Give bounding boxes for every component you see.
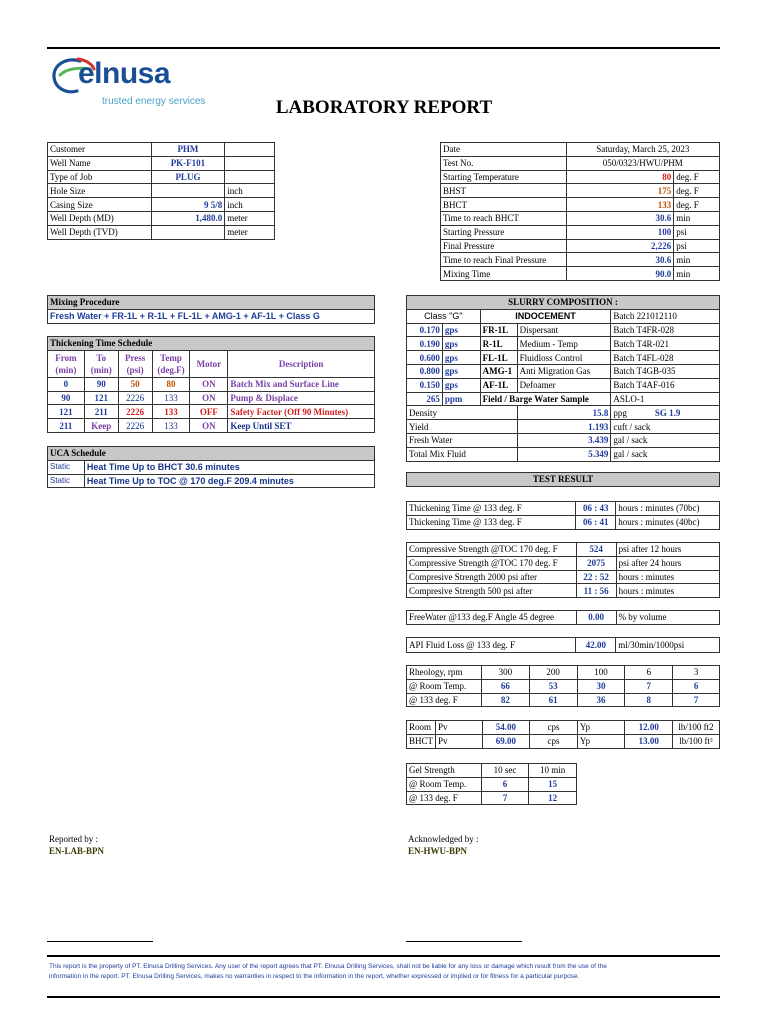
info-label: Casing Size xyxy=(48,198,152,212)
additive-code: AMG-1 xyxy=(480,364,517,378)
additive-unit: gps xyxy=(442,337,480,351)
property-label: Yield xyxy=(407,420,518,434)
fluid-loss-label: API Fluid Loss @ 133 deg. F xyxy=(407,638,576,653)
additive-name: Anti Migration Gas xyxy=(517,364,611,378)
top-rule xyxy=(47,47,720,49)
property-row xyxy=(407,406,720,420)
rheology-value: 30 xyxy=(577,679,625,693)
info-label: Starting Temperature xyxy=(441,170,567,184)
result-unit: psi after 24 hours xyxy=(616,556,719,570)
info-unit: min xyxy=(674,211,720,225)
info-value: 30.6 xyxy=(566,211,674,225)
result-unit: hours : minutes xyxy=(616,570,719,584)
gel-value: 15 xyxy=(529,777,577,791)
schedule-header-row xyxy=(48,350,375,377)
acknowledged-signature-line xyxy=(406,941,522,942)
footer-top-rule xyxy=(47,955,720,957)
info-unit: inch xyxy=(225,198,275,212)
schedule-header-cell: Press (psi) xyxy=(118,350,152,377)
additive-unit: gps xyxy=(442,323,480,337)
additive-code: AF-1L xyxy=(480,378,517,392)
additive-batch: Batch T4FL-028 xyxy=(611,351,720,365)
acknowledged-by-label: Acknowledged by : xyxy=(408,834,479,844)
additive-row xyxy=(407,323,720,337)
property-unit: gal / sack xyxy=(611,447,720,461)
schedule-header-cell: Description xyxy=(228,350,375,377)
info-unit: deg. F xyxy=(674,170,720,184)
info-unit: psi xyxy=(674,225,720,239)
additive-batch: Batch T4R-021 xyxy=(611,337,720,351)
info-row xyxy=(48,225,275,239)
result-row xyxy=(407,570,720,584)
gel-strength-table xyxy=(406,763,577,805)
info-label: Hole Size xyxy=(48,184,152,198)
uca-row xyxy=(48,460,375,474)
pv-yp-label: Room xyxy=(407,721,436,735)
schedule-press: 50 xyxy=(118,377,152,391)
info-value: 050/0323/HWU/PHM xyxy=(566,156,719,170)
footer-bottom-rule xyxy=(47,996,720,998)
property-label: Total Mix Fluid xyxy=(407,447,518,461)
info-unit: inch xyxy=(225,184,275,198)
schedule-to: 211 xyxy=(84,405,118,419)
slurry-composition-title: SLURRY COMPOSITION : xyxy=(407,296,720,310)
rheology-value: 7 xyxy=(625,679,673,693)
info-value xyxy=(151,225,225,239)
info-unit: deg. F xyxy=(674,198,720,212)
additive-qty: 0.190 xyxy=(407,337,443,351)
rheology-table xyxy=(406,665,720,707)
schedule-header-cell: To (min) xyxy=(84,350,118,377)
pv-yp-row xyxy=(407,721,720,735)
info-row xyxy=(48,143,275,157)
schedule-motor: ON xyxy=(190,419,228,433)
cement-name: INDOCEMENT xyxy=(480,309,611,323)
gel-row-label: @ 133 deg. F xyxy=(407,791,482,805)
schedule-press: 2226 xyxy=(118,391,152,405)
schedule-motor: OFF xyxy=(190,405,228,419)
schedule-to: 90 xyxy=(84,377,118,391)
pv-yp-row xyxy=(407,734,720,748)
info-value xyxy=(151,184,225,198)
rheology-row-label: @ 133 deg. F xyxy=(407,693,482,707)
schedule-row xyxy=(48,391,375,405)
schedule-motor: ON xyxy=(190,377,228,391)
info-unit: min xyxy=(674,267,720,281)
gel-row xyxy=(407,791,577,805)
additive-name: Fluidloss Control xyxy=(517,351,611,365)
additive-name: Medium - Temp xyxy=(517,337,611,351)
schedule-press: 2226 xyxy=(118,419,152,433)
yp-label: Yp xyxy=(577,721,625,735)
result-label: Thickening Time @ 133 deg. F xyxy=(407,502,576,516)
result-value: 06 : 41 xyxy=(576,515,616,529)
result-unit: hours : minutes (40bc) xyxy=(616,515,720,529)
property-unit xyxy=(611,406,720,420)
additive-name: Defoamer xyxy=(517,378,611,392)
schedule-row xyxy=(48,419,375,433)
additive-code: FL-1L xyxy=(480,351,517,365)
result-value: 06 : 43 xyxy=(576,502,616,516)
additive-qty: 0.600 xyxy=(407,351,443,365)
property-value: 1.193 xyxy=(517,420,611,434)
info-label: Final Pressure xyxy=(441,239,567,253)
info-label: Well Depth (TVD) xyxy=(48,225,152,239)
water-desc: Field / Barge Water Sample xyxy=(480,392,611,406)
info-label: BHCT xyxy=(441,198,567,212)
yp-label: Yp xyxy=(577,734,625,748)
info-value: PLUG xyxy=(151,170,225,184)
info-unit: deg. F xyxy=(674,184,720,198)
info-label: Customer xyxy=(48,143,152,157)
result-label: Thickening Time @ 133 deg. F xyxy=(407,515,576,529)
info-value: PK-F101 xyxy=(151,156,225,170)
result-row xyxy=(407,502,720,516)
rheology-row xyxy=(407,679,720,693)
additive-name: Dispersant xyxy=(517,323,611,337)
rheology-rpm: 200 xyxy=(529,666,577,680)
info-row xyxy=(441,225,720,239)
additive-batch: Batch T4GB-035 xyxy=(611,364,720,378)
info-label: Time to reach BHCT xyxy=(441,211,567,225)
gel-value: 7 xyxy=(481,791,529,805)
schedule-temp: 133 xyxy=(152,419,190,433)
rheology-rpm: 300 xyxy=(481,666,529,680)
rheology-rpm: 3 xyxy=(673,666,720,680)
info-row xyxy=(441,143,720,157)
result-value: 524 xyxy=(576,543,616,557)
property-unit-text: ppg xyxy=(613,407,627,418)
additive-batch: Batch T4AF-016 xyxy=(611,378,720,392)
schedule-description: Pump & Displace xyxy=(228,391,375,405)
property-value: 3.439 xyxy=(517,433,611,447)
mixing-procedure-table xyxy=(47,295,375,324)
pv-yp-label: BHCT xyxy=(407,734,436,748)
info-row xyxy=(441,198,720,212)
pv-unit: cps xyxy=(530,721,578,735)
info-label: Mixing Time xyxy=(441,267,567,281)
thickening-schedule-title: Thickening Time Schedule xyxy=(48,337,375,351)
schedule-to: 121 xyxy=(84,391,118,405)
info-value: 100 xyxy=(566,225,674,239)
cement-row xyxy=(407,309,720,323)
property-value: 15.8 xyxy=(517,406,611,420)
rheology-value: 6 xyxy=(673,679,720,693)
pv-value: 69.00 xyxy=(482,734,530,748)
reported-by-value: EN-LAB-BPN xyxy=(49,846,105,856)
water-qty: 265 xyxy=(407,392,443,406)
property-value: 5.349 xyxy=(517,447,611,461)
rheology-row-label: @ Room Temp. xyxy=(407,679,482,693)
info-label: Well Name xyxy=(48,156,152,170)
result-label: Compresive Strength 2000 psi after xyxy=(407,570,577,584)
pv-label: Pv xyxy=(436,734,483,748)
additive-batch: Batch T4FR-028 xyxy=(611,323,720,337)
schedule-header-cell: Motor xyxy=(190,350,228,377)
test-result-title: TEST RESULT xyxy=(407,473,720,487)
rheology-value: 7 xyxy=(673,693,720,707)
property-unit: cuft / sack xyxy=(611,420,720,434)
schedule-row xyxy=(48,377,375,391)
info-value: 175 xyxy=(566,184,674,198)
rheology-rpm: 6 xyxy=(625,666,673,680)
result-label: Compressive Strength @TOC 170 deg. F xyxy=(407,543,577,557)
info-label: Well Depth (MD) xyxy=(48,211,152,225)
gel-value: 6 xyxy=(481,777,529,791)
additive-code: R-1L xyxy=(480,337,517,351)
info-unit xyxy=(225,170,275,184)
schedule-header-cell: Temp (deg.F) xyxy=(152,350,190,377)
compressive-strength-table xyxy=(406,542,720,598)
uca-mode: Static xyxy=(48,474,85,488)
result-value: 11 : 56 xyxy=(576,584,616,598)
gel-col: 10 sec xyxy=(481,764,529,778)
result-value: 2075 xyxy=(576,556,616,570)
result-row xyxy=(407,556,720,570)
additive-unit: gps xyxy=(442,351,480,365)
yp-unit: lb/100 ft2 xyxy=(673,721,720,735)
schedule-temp: 133 xyxy=(152,405,190,419)
rheology-row xyxy=(407,693,720,707)
schedule-from: 0 xyxy=(48,377,85,391)
rheology-rpm: 100 xyxy=(577,666,625,680)
schedule-motor: ON xyxy=(190,391,228,405)
free-water-label: FreeWater @133 deg.F Angle 45 degree xyxy=(407,611,577,625)
result-label: Compresive Strength 500 psi after xyxy=(407,584,577,598)
info-unit: min xyxy=(674,253,720,267)
pv-unit: cps xyxy=(530,734,578,748)
info-value: 90.0 xyxy=(566,267,674,281)
uca-schedule-title: UCA Schedule xyxy=(48,447,375,461)
info-value: 1,480.0 xyxy=(151,211,225,225)
info-value: 30.6 xyxy=(566,253,674,267)
gel-row-label: @ Room Temp. xyxy=(407,777,482,791)
additive-qty: 0.150 xyxy=(407,378,443,392)
info-value: 80 xyxy=(566,170,674,184)
info-value: 9 5/8 xyxy=(151,198,225,212)
info-value: Saturday, March 25, 2023 xyxy=(566,143,719,157)
property-extra: SG 1.9 xyxy=(654,407,681,418)
test-result-header xyxy=(406,472,720,487)
fluid-loss-unit: ml/30min/1000psi xyxy=(616,638,720,653)
thickening-schedule-table xyxy=(47,336,375,433)
result-unit: hours : minutes xyxy=(616,584,719,598)
yp-unit: lb/100 ft² xyxy=(673,734,720,748)
uca-row xyxy=(48,474,375,488)
schedule-temp: 80 xyxy=(152,377,190,391)
acknowledged-by-value: EN-HWU-BPN xyxy=(408,846,467,856)
schedule-to: Keep xyxy=(84,419,118,433)
well-info-table xyxy=(47,142,275,240)
mixing-procedure-title: Mixing Procedure xyxy=(48,296,375,310)
info-label: Test No. xyxy=(441,156,567,170)
uca-mode: Static xyxy=(48,460,85,474)
pv-value: 54.00 xyxy=(482,721,530,735)
info-unit: meter xyxy=(225,211,275,225)
yp-value: 13.00 xyxy=(625,734,673,748)
info-row xyxy=(441,170,720,184)
schedule-from: 121 xyxy=(48,405,85,419)
water-unit: ppm xyxy=(442,392,480,406)
info-unit xyxy=(225,156,275,170)
info-row xyxy=(441,184,720,198)
additive-row xyxy=(407,337,720,351)
rheology-value: 53 xyxy=(529,679,577,693)
schedule-press: 2226 xyxy=(118,405,152,419)
result-unit: hours : minutes (70bc) xyxy=(616,502,720,516)
pv-label: Pv xyxy=(436,721,483,735)
schedule-from: 90 xyxy=(48,391,85,405)
free-water-value: 0.00 xyxy=(576,611,616,625)
rheology-header-row xyxy=(407,666,720,680)
additive-row xyxy=(407,364,720,378)
property-row xyxy=(407,447,720,461)
yp-value: 12.00 xyxy=(625,721,673,735)
property-unit: gal / sack xyxy=(611,433,720,447)
free-water-table xyxy=(406,610,720,625)
info-label: BHST xyxy=(441,184,567,198)
test-conditions-table xyxy=(440,142,720,281)
info-row xyxy=(441,156,720,170)
gel-header-row xyxy=(407,764,577,778)
info-label: Date xyxy=(441,143,567,157)
thickening-result-table xyxy=(406,501,720,530)
additive-qty: 0.800 xyxy=(407,364,443,378)
info-unit: meter xyxy=(225,225,275,239)
schedule-row xyxy=(48,405,375,419)
info-unit: psi xyxy=(674,239,720,253)
property-label: Density xyxy=(407,406,518,420)
info-row xyxy=(48,170,275,184)
gel-header-label: Gel Strength xyxy=(407,764,482,778)
brand-tagline: trusted energy services xyxy=(102,96,206,107)
rheology-value: 82 xyxy=(481,693,529,707)
info-value: 2,226 xyxy=(566,239,674,253)
info-row xyxy=(441,253,720,267)
disclaimer-text: This report is the property of PT. Elnusa Drilling Services. Any user of the report agrees that PT. Elnusa Drilling Services, shall not be liable for any loss or damage which result from the use of the information in the report. PT. Elnusa Drilling Services, makes no warranties in respect to the information in the report, whether expressed or implied or for fitness for a particular purpose. xyxy=(49,963,607,980)
additive-unit: gps xyxy=(442,378,480,392)
rheology-value: 8 xyxy=(625,693,673,707)
info-row xyxy=(48,156,275,170)
brand-name: elnusa xyxy=(78,57,171,90)
cement-batch: Batch 221012110 xyxy=(611,309,720,323)
result-row xyxy=(407,515,720,529)
schedule-header-cell: From (min) xyxy=(48,350,85,377)
rheology-value: 61 xyxy=(529,693,577,707)
info-row xyxy=(441,267,720,281)
mixing-procedure-text: Fresh Water + FR-1L + R-1L + FL-1L + AMG-1 + AF-1L + Class G xyxy=(48,309,375,323)
info-row xyxy=(441,239,720,253)
property-row xyxy=(407,433,720,447)
schedule-description: Batch Mix and Surface Line xyxy=(228,377,375,391)
fluid-loss-value: 42.00 xyxy=(576,638,616,653)
result-row xyxy=(407,543,720,557)
info-row xyxy=(441,211,720,225)
schedule-from: 211 xyxy=(48,419,85,433)
uca-text: Heat Time Up to TOC @ 170 deg.F 209.4 minutes xyxy=(84,474,374,488)
fluid-loss-table xyxy=(406,637,720,653)
schedule-description: Safety Factor (Off 90 Minutes) xyxy=(228,405,375,419)
gel-value: 12 xyxy=(529,791,577,805)
additive-qty: 0.170 xyxy=(407,323,443,337)
additive-row xyxy=(407,378,720,392)
info-value: PHM xyxy=(151,143,225,157)
info-row xyxy=(48,211,275,225)
info-label: Starting Pressure xyxy=(441,225,567,239)
info-row xyxy=(48,198,275,212)
slurry-composition-table xyxy=(406,295,720,462)
uca-schedule-table xyxy=(47,446,375,488)
uca-text: Heat Time Up to BHCT 30.6 minutes xyxy=(84,460,374,474)
additive-unit: gps xyxy=(442,364,480,378)
result-unit: psi after 12 hours xyxy=(616,543,719,557)
pv-yp-table xyxy=(406,720,720,749)
info-label: Time to reach Final Pressure xyxy=(441,253,567,267)
schedule-description: Keep Until SET xyxy=(228,419,375,433)
rheology-header-label: Rheology, rpm xyxy=(407,666,482,680)
reported-signature-line xyxy=(47,941,153,942)
rheology-value: 66 xyxy=(481,679,529,693)
info-label: Type of Job xyxy=(48,170,152,184)
water-row xyxy=(407,392,720,406)
gel-row xyxy=(407,777,577,791)
gel-col: 10 min xyxy=(529,764,577,778)
report-title: LABORATORY REPORT xyxy=(275,97,493,118)
result-label: Compressive Strength @TOC 170 deg. F xyxy=(407,556,577,570)
schedule-temp: 133 xyxy=(152,391,190,405)
result-row xyxy=(407,584,720,598)
water-batch: ASLO-1 xyxy=(611,392,720,406)
additive-code: FR-1L xyxy=(480,323,517,337)
property-row xyxy=(407,420,720,434)
free-water-unit: % by volume xyxy=(616,611,719,625)
result-value: 22 : 52 xyxy=(576,570,616,584)
info-value: 133 xyxy=(566,198,674,212)
cement-class: Class "G" xyxy=(407,309,481,323)
reported-by-label: Reported by : xyxy=(49,834,98,844)
info-unit xyxy=(225,143,275,157)
info-row xyxy=(48,184,275,198)
property-label: Fresh Water xyxy=(407,433,518,447)
additive-row xyxy=(407,351,720,365)
rheology-value: 36 xyxy=(577,693,625,707)
